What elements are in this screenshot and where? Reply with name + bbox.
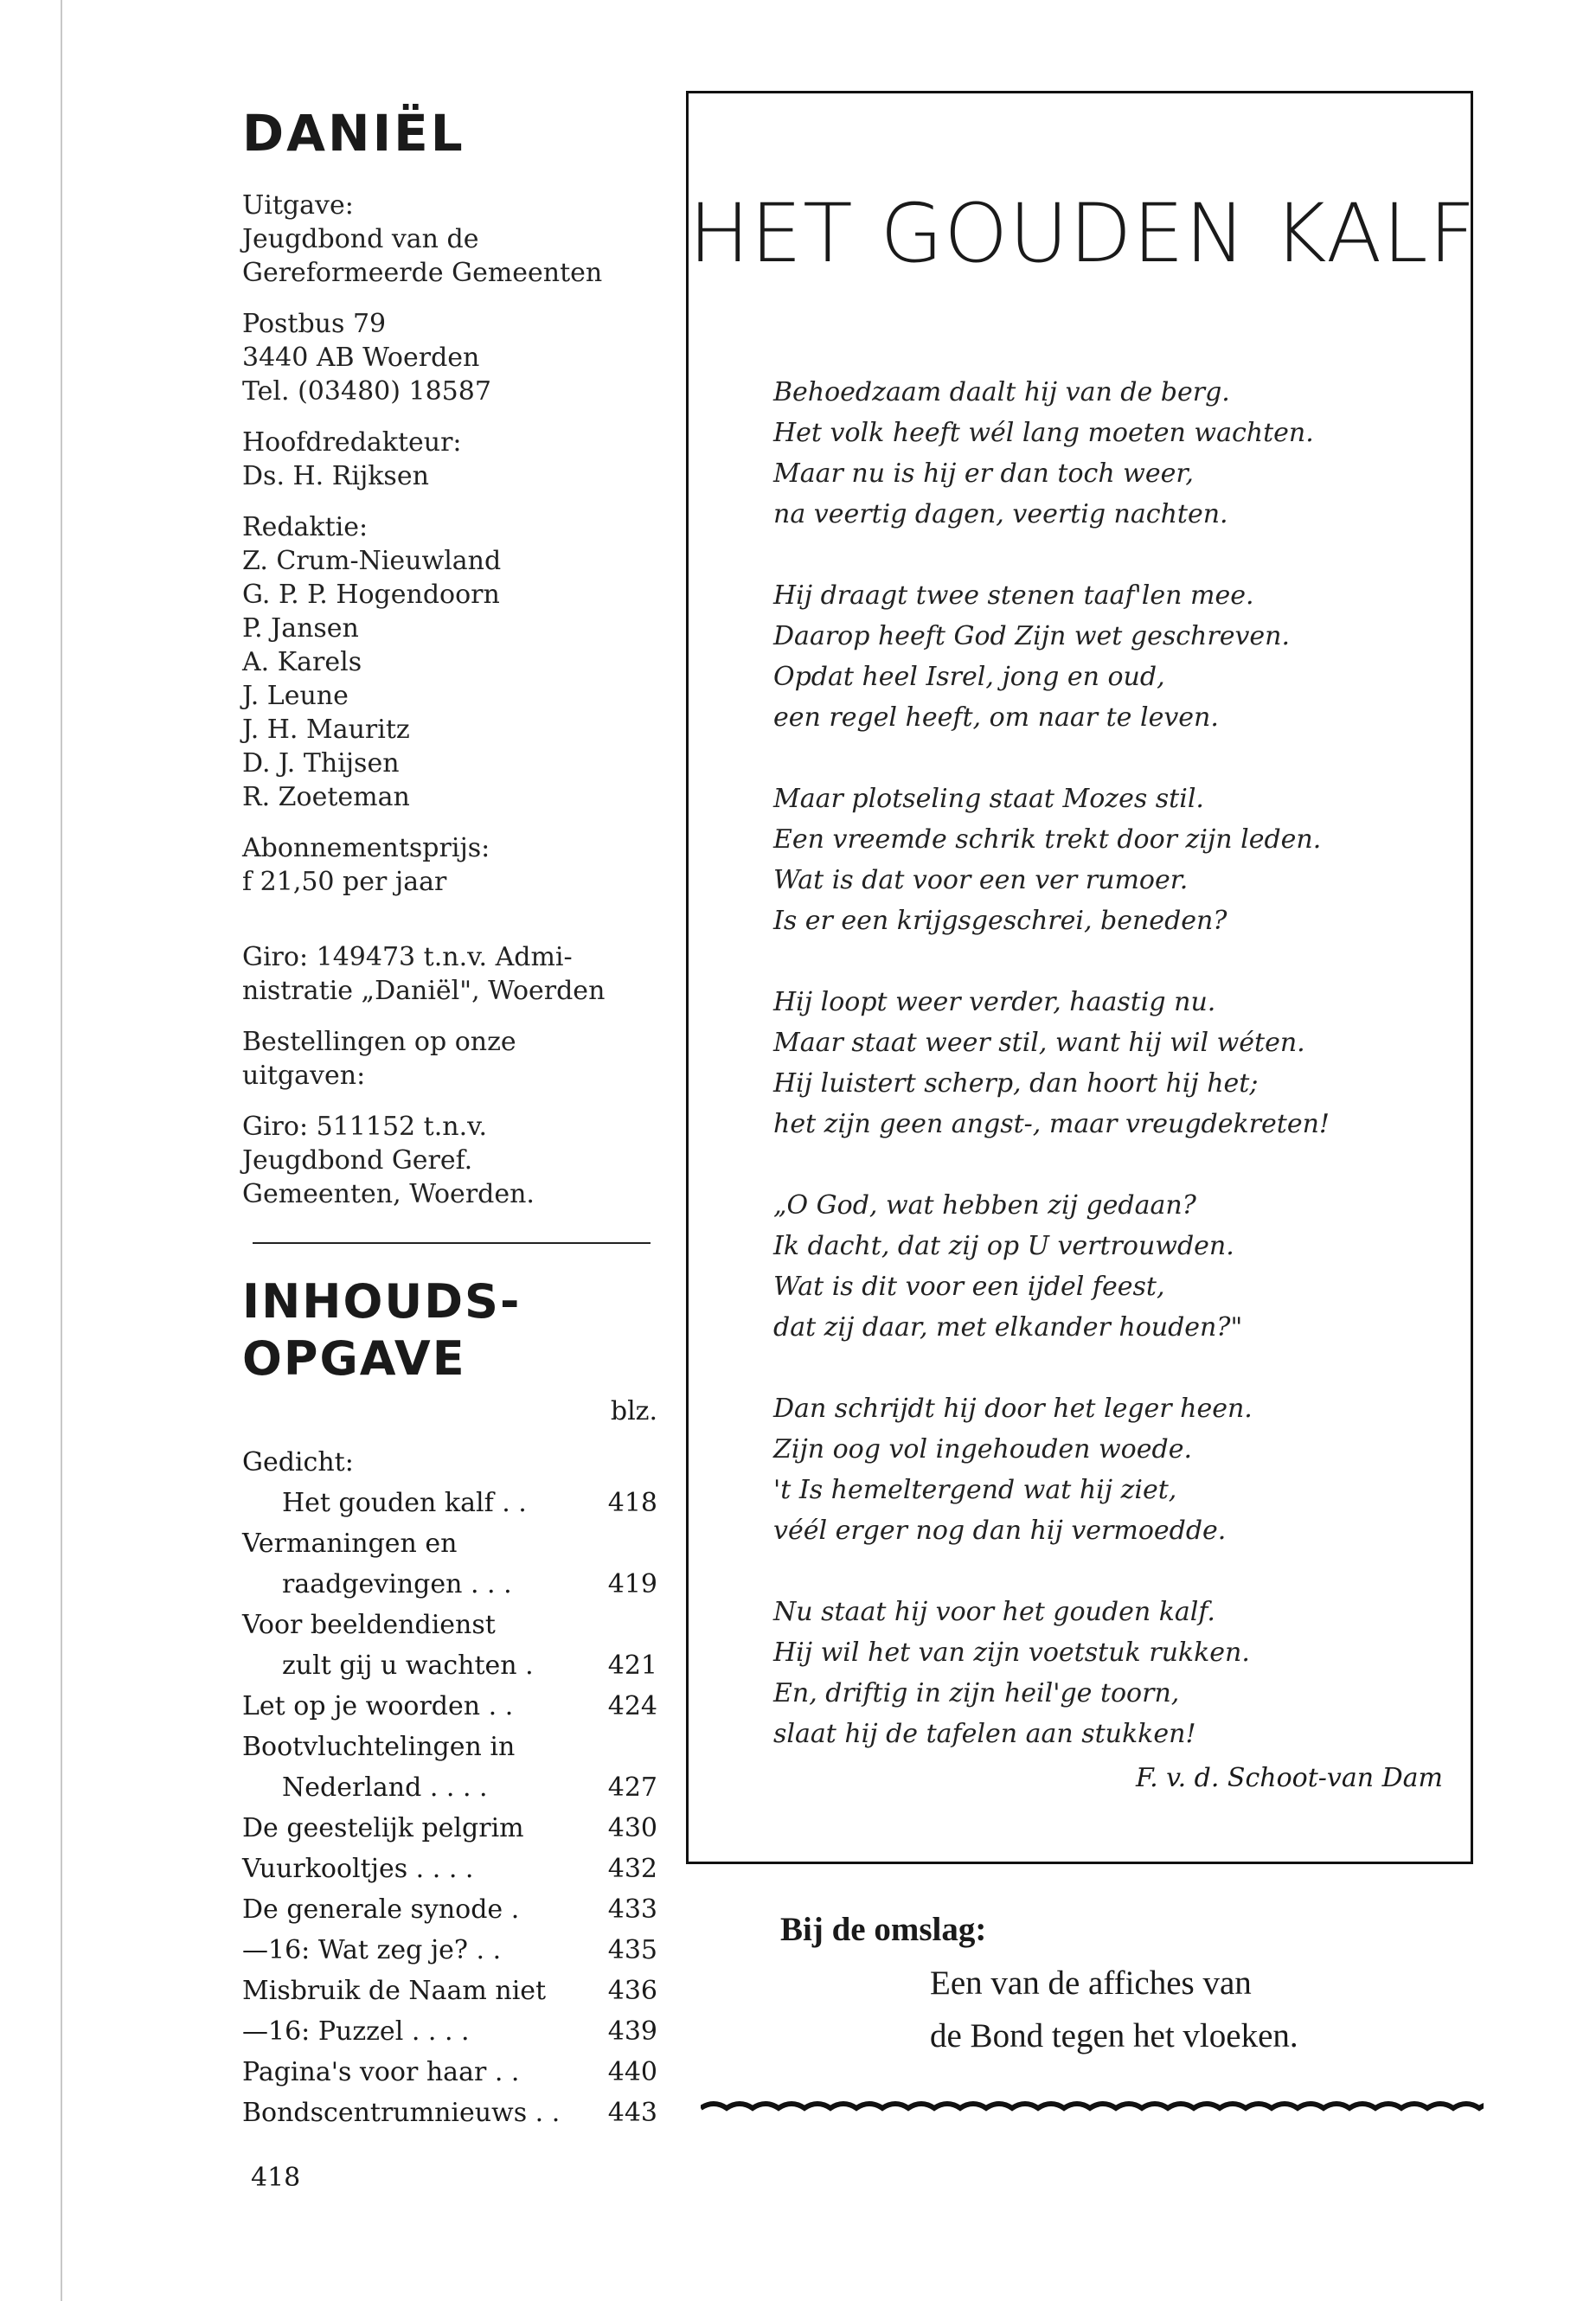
poem-stanza: [773, 982, 1457, 1144]
toc-entry-page: 432: [607, 1854, 657, 1884]
toc-entry-title: Bootvluchtelingen in: [242, 1732, 516, 1762]
poem-line: véél erger nog dan hij vermoedde.: [773, 1516, 1227, 1546]
poem-line: Wat is dit voor een ijdel feest,: [773, 1272, 1165, 1302]
editor-name: Z. Crum-Nieuwland: [242, 546, 502, 576]
toc-list: [242, 1442, 657, 2133]
poem-stanza: [773, 779, 1457, 941]
address-line: 3440 AB Woerden: [242, 343, 480, 373]
poem-stanza: [773, 1185, 1457, 1348]
poem-line: En, driftig in zijn heil'ge toorn,: [773, 1678, 1180, 1708]
poem-line: „O God, wat hebben zij gedaan?: [773, 1190, 1196, 1221]
toc-entry-title: Voor beeldendienst: [242, 1610, 496, 1640]
toc-entry-title: Het gouden kalf . .: [282, 1488, 527, 1518]
poem-line: Dan schrijdt hij door het leger heen.: [773, 1394, 1253, 1424]
poem-line: Is er een krijgsgeschrei, beneden?: [773, 906, 1227, 936]
toc-entry-page: 440: [607, 2057, 657, 2087]
editor-name: J. H. Mauritz: [242, 715, 410, 745]
editorial-label: Redaktie:: [242, 512, 369, 542]
subscription-block: [242, 831, 657, 899]
toc-row: [242, 1564, 657, 1605]
poem-line: Zijn oog vol ingehouden woede.: [773, 1434, 1192, 1465]
editor-name: G. P. P. Hogendoorn: [242, 580, 500, 610]
toc-entry-title: —16: Wat zeg je? . .: [242, 1935, 502, 1965]
orders-line: uitgaven:: [242, 1061, 366, 1091]
toc-entry-title: zult gij u wachten .: [282, 1650, 534, 1681]
toc-row: [242, 1971, 657, 2011]
poem-stanza: [773, 1592, 1457, 1754]
poem-line: dat zij daar, met elkander houden?": [773, 1312, 1243, 1343]
publisher-line: Gereformeerde Gemeenten: [242, 258, 603, 288]
toc-row: [242, 1483, 657, 1523]
editor-name: J. Leune: [242, 681, 349, 711]
cover-caption: [930, 1957, 1298, 2062]
toc-entry-title: raadgevingen . . .: [282, 1569, 512, 1599]
poem-line: Het volk heeft wél lang moeten wachten.: [773, 418, 1314, 448]
subscription-label: Abonnementsprijs:: [242, 833, 490, 863]
masthead-column: [242, 104, 657, 2133]
toc-entry-page: 419: [607, 1569, 657, 1599]
giro-block: [242, 940, 657, 1008]
toc-row: [242, 1889, 657, 1930]
poem-line: slaat hij de tafelen aan stukken!: [773, 1719, 1196, 1749]
toc-entry-title: Bondscentrumnieuws . .: [242, 2098, 561, 2128]
toc-entry-title: Let op je woorden . .: [242, 1691, 514, 1721]
poem-line: Opdat heel Isrel, jong en oud,: [773, 662, 1165, 692]
poem-line: een regel heeft, om naar te leven.: [773, 702, 1219, 733]
poem-stanza: [773, 372, 1457, 535]
cover-caption-label: Bij de omslag:: [780, 1911, 987, 1948]
toc-entry-page: 433: [607, 1894, 657, 1925]
section-divider: [253, 1242, 651, 1244]
poem-frame: [686, 91, 1477, 1864]
toc-row: [242, 2093, 657, 2133]
poem-line: Hij draagt twee stenen taaf'len mee.: [773, 580, 1254, 611]
poem-author: F. v. d. Schoot-van Dam: [1135, 1763, 1443, 1793]
toc-title: [242, 1273, 657, 1388]
editor-name: A. Karels: [242, 647, 362, 677]
address-line: Tel. (03480) 18587: [242, 376, 491, 407]
editor-name: D. J. Thijsen: [242, 748, 400, 779]
toc-entry-title: Vermaningen en: [242, 1529, 458, 1559]
orders-block: [242, 1025, 657, 1093]
page-number: 418: [251, 2163, 301, 2193]
toc-entry-page: 443: [607, 2098, 657, 2128]
address-line: Postbus 79: [242, 309, 387, 339]
toc-row: [242, 1808, 657, 1849]
toc-entry-page: 436: [607, 1976, 657, 2006]
poem-body: [773, 372, 1457, 1795]
magazine-title: DANIËL: [242, 104, 465, 163]
chief-editor-label: Hoofdredakteur:: [242, 427, 462, 458]
toc-page-header: blz.: [610, 1396, 657, 1426]
poem-line: Hij wil het van zijn voetstuk rukken.: [773, 1638, 1250, 1668]
cover-caption-line: de Bond tegen het vloeken.: [930, 2017, 1298, 2054]
orders-line: Bestellingen op onze: [242, 1027, 516, 1057]
toc-row: [242, 2011, 657, 2052]
toc-title-line: INHOUDS-: [242, 1274, 522, 1329]
toc-entry-title: Pagina's voor haar . .: [242, 2057, 520, 2087]
poem-line: 't Is hemeltergend wat hij ziet,: [773, 1475, 1177, 1505]
toc-row: [242, 1686, 657, 1727]
toc-entry-title: De generale synode .: [242, 1894, 520, 1925]
giro-line: nistratie „Daniël", Woerden: [242, 976, 606, 1006]
poem-line: na veertig dagen, veertig nachten.: [773, 499, 1228, 529]
toc-entry-page: 424: [607, 1691, 657, 1721]
chief-editor-block: [242, 426, 657, 493]
poem-line: Een vreemde schrik trekt door zijn leden.: [773, 824, 1322, 855]
poem-line: Hij loopt weer verder, haastig nu.: [773, 987, 1216, 1017]
toc-entry-title: Vuurkooltjes . . . .: [242, 1854, 474, 1884]
poem-line: Nu staat hij voor het gouden kalf.: [773, 1597, 1215, 1627]
poem-title: HET GOUDEN KALF: [689, 187, 1477, 281]
orders-giro-block: [242, 1110, 657, 1211]
toc-row: [242, 1605, 657, 1645]
poem-line: Daarop heeft God Zijn wet geschreven.: [773, 621, 1291, 651]
toc-entry-page: 435: [607, 1935, 657, 1965]
editorial-block: [242, 510, 657, 814]
toc-entry-title: —16: Puzzel . . . .: [242, 2016, 470, 2047]
toc-row: [242, 1523, 657, 1564]
wavy-divider: [701, 2098, 1484, 2118]
poem-line: Wat is dat voor een ver rumoer.: [773, 865, 1189, 895]
poem-line: Maar nu is hij er dan toch weer,: [773, 458, 1194, 489]
orders-giro-line: Giro: 511152 t.n.v.: [242, 1112, 488, 1142]
toc-row: [242, 2052, 657, 2093]
publisher-label: Uitgave:: [242, 190, 354, 221]
toc-row: [242, 1849, 657, 1889]
subscription-price: f 21,50 per jaar: [242, 867, 447, 897]
chief-editor-name: Ds. H. Rijksen: [242, 461, 429, 491]
cover-caption-line: Een van de affiches van: [930, 1965, 1252, 2002]
address-block: [242, 307, 657, 408]
toc-entry-title: Gedicht:: [242, 1447, 354, 1477]
toc-row: [242, 1727, 657, 1767]
poem-stanza: [773, 575, 1457, 738]
toc-entry-page: 430: [607, 1813, 657, 1843]
poem-line: het zijn geen angst-, maar vreugdekreten!: [773, 1109, 1330, 1139]
toc-entry-page: 418: [607, 1488, 657, 1518]
toc-entry-title: Nederland . . . .: [282, 1772, 488, 1803]
poem-line: Maar staat weer stil, want hij wil wéten.: [773, 1028, 1305, 1058]
toc-entry-page: 427: [607, 1772, 657, 1803]
toc-entry-page: 421: [607, 1650, 657, 1681]
orders-giro-line: Jeugdbond Geref.: [242, 1145, 473, 1176]
toc-row: [242, 1767, 657, 1808]
poem-line: Ik dacht, dat zij op U vertrouwden.: [773, 1231, 1234, 1261]
orders-giro-line: Gemeenten, Woerden.: [242, 1179, 535, 1209]
poem-line: Maar plotseling staat Mozes stil.: [773, 784, 1204, 814]
poem-line: Behoedzaam daalt hij van de berg.: [773, 377, 1230, 407]
toc-row: [242, 1442, 657, 1483]
toc-entry-page: 439: [607, 2016, 657, 2047]
publisher-line: Jeugdbond van de: [242, 224, 479, 254]
binding-margin-line: [61, 0, 62, 2301]
giro-line: Giro: 149473 t.n.v. Admi-: [242, 942, 573, 972]
editor-name: P. Jansen: [242, 613, 359, 644]
toc-entry-title: De geestelijk pelgrim: [242, 1813, 524, 1843]
toc-row: [242, 1645, 657, 1686]
editor-name: R. Zoeteman: [242, 782, 410, 812]
toc-title-line: OPGAVE: [242, 1331, 466, 1386]
poem-stanza: [773, 1388, 1457, 1551]
poem-line: Hij luistert scherp, dan hoort hij het;: [773, 1068, 1259, 1099]
toc-entry-title: Misbruik de Naam niet: [242, 1976, 547, 2006]
toc-row: [242, 1930, 657, 1971]
publisher-block: [242, 189, 657, 290]
